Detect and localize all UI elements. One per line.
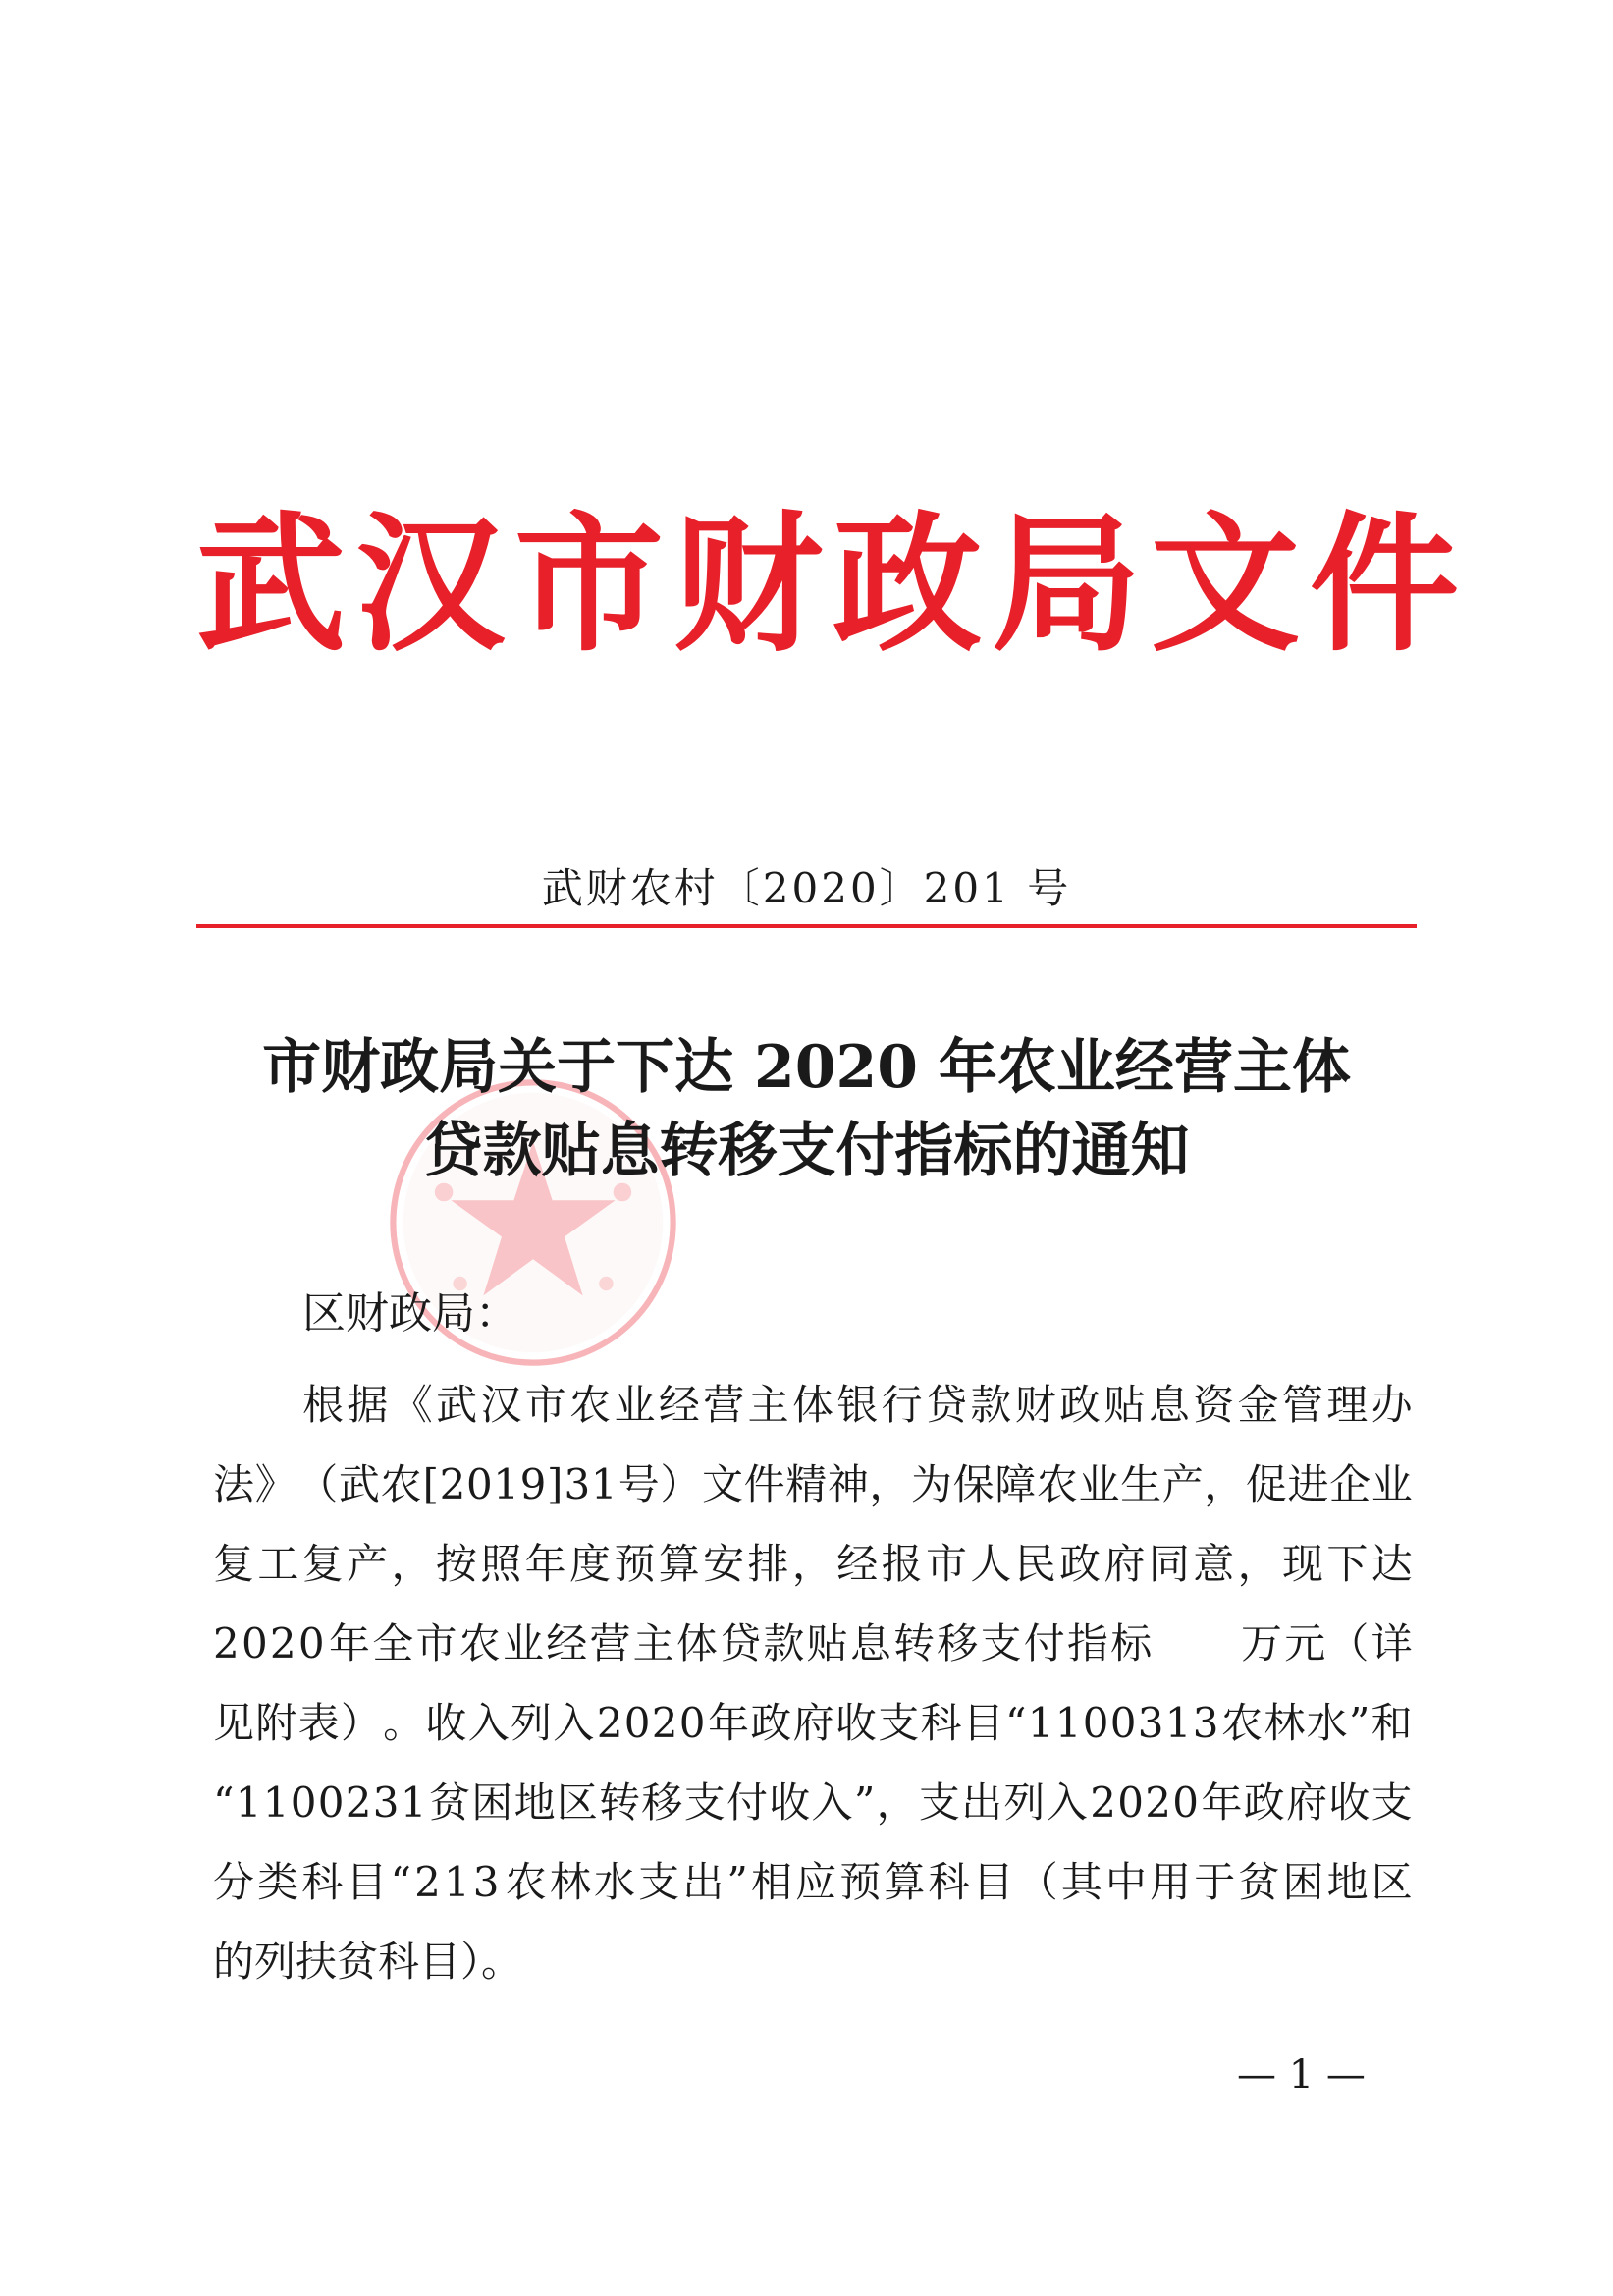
- body-text: [213, 1365, 1413, 2001]
- page-number: — 1 —: [1237, 2052, 1366, 2098]
- body-line: 2 0 2 0 年 全 市 农 业 经 营 主 体 贷 款 贴 息 转 移 支 付 指 标 万 元 （ 详: [213, 1619, 1413, 1667]
- document-title: [196, 1026, 1417, 1193]
- body-line: 复 工 复 产 ， 按 照 年 度 预 算 安 排 ， 经 报 市 人 民 政 府 同 意 ， 现 下 达: [213, 1540, 1413, 1588]
- body-line: “ 1 1 0 0 2 3 1 贫 困 地 区 转 移 支 付 收 入 ” ， 支 出 列 入 2 0 2 0 年 政 府 收 支: [213, 1778, 1413, 1827]
- title-line-2: 贷款贴息转移支付指标的通知: [423, 1117, 1190, 1185]
- title-line-1: 市财政局关于下达 2020 年农业经营主体: [262, 1033, 1351, 1102]
- body-line: 的列扶贫科目）。: [213, 1938, 523, 1986]
- salutation: 区财政局：: [302, 1288, 518, 1339]
- document-number: 武财农村〔2020〕201 号: [541, 864, 1072, 912]
- document-masthead: 武汉市财政局文件: [196, 498, 1469, 672]
- body-line: 分 类 科 目 “ 2 1 3 农 林 水 支 出 ” 相 应 预 算 科 目 （ 其 中 用 于 贫 困 地 区: [213, 1858, 1413, 1906]
- red-divider-line: [196, 924, 1417, 928]
- body-line: 见 附 表 ） 。 收 入 列 入 2 0 2 0 年 政 府 收 支 科 目 “ 1 1 0 0 3 1 3 农 林 水 ” 和: [213, 1699, 1413, 1747]
- body-line: 根 据 《 武 汉 市 农 业 经 营 主 体 银 行 贷 款 财 政 贴 息 资 金 管 理 办: [302, 1381, 1413, 1429]
- body-line: 法 》 （ 武 农 [ 2 0 1 9 ] 3 1 号 ） 文 件 精 神 ， 为 保 障 农 业 生 产 ， 促 进 企 业: [213, 1460, 1413, 1508]
